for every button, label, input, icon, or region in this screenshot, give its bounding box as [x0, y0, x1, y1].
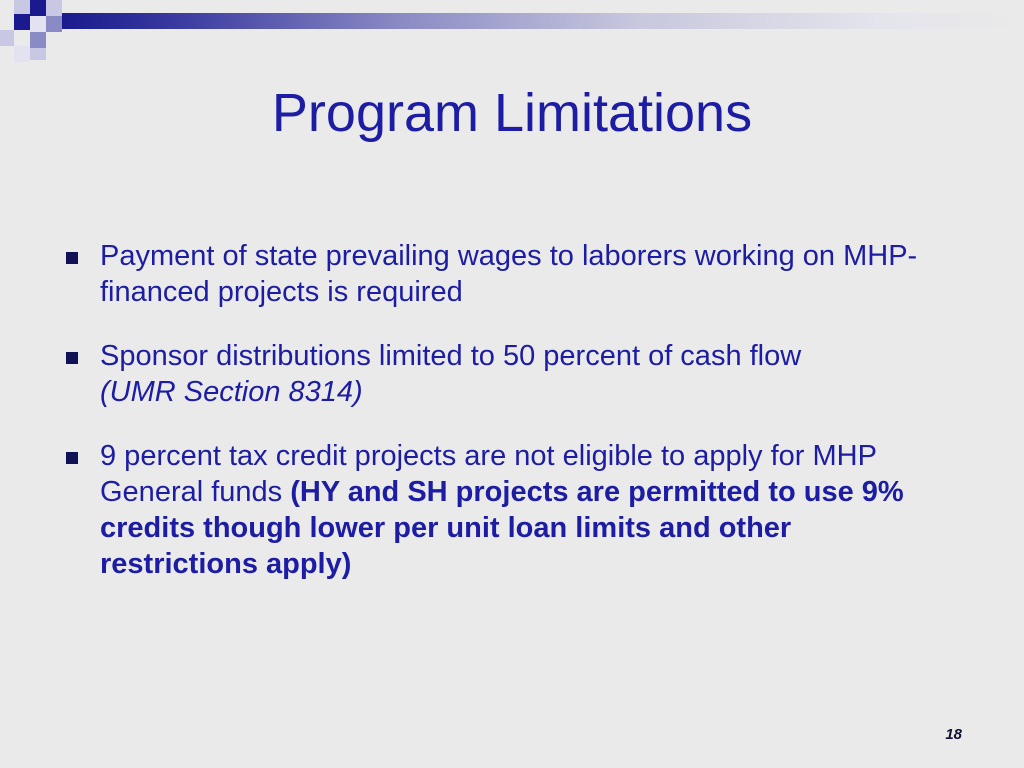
- header-gradient-bar: [62, 13, 1024, 29]
- square-bullet-icon: [66, 352, 78, 364]
- square-bullet-icon: [66, 252, 78, 264]
- bullet-bold-note: (HY and SH projects are permitted to use 9% credits though lower per unit loan limits and other restrictions apply): [100, 476, 904, 580]
- bullet-item-tax-credit-projects: [62, 438, 952, 582]
- checkered-squares-icon: [0, 0, 80, 64]
- page-number: 18: [945, 726, 962, 743]
- bullet-text: [100, 340, 801, 408]
- bullet-item-prevailing-wages: [62, 238, 952, 310]
- bullet-main-text: Sponsor distributions limited to 50 percent of cash flow: [100, 340, 802, 372]
- bullet-main-text: 9 percent tax credit projects are not eligible to apply for MHP General funds: [100, 440, 877, 508]
- bullet-text: Payment of state prevailing wages to laborers working on MHP-financed projects is required: [100, 240, 918, 308]
- bullet-list: [62, 238, 952, 610]
- bullet-item-sponsor-distributions: [62, 338, 952, 410]
- slide-title: Program Limitations: [271, 83, 753, 143]
- bullet-text: [100, 440, 904, 580]
- square-bullet-icon: [66, 452, 78, 464]
- bullet-citation: (UMR Section 8314): [100, 376, 363, 408]
